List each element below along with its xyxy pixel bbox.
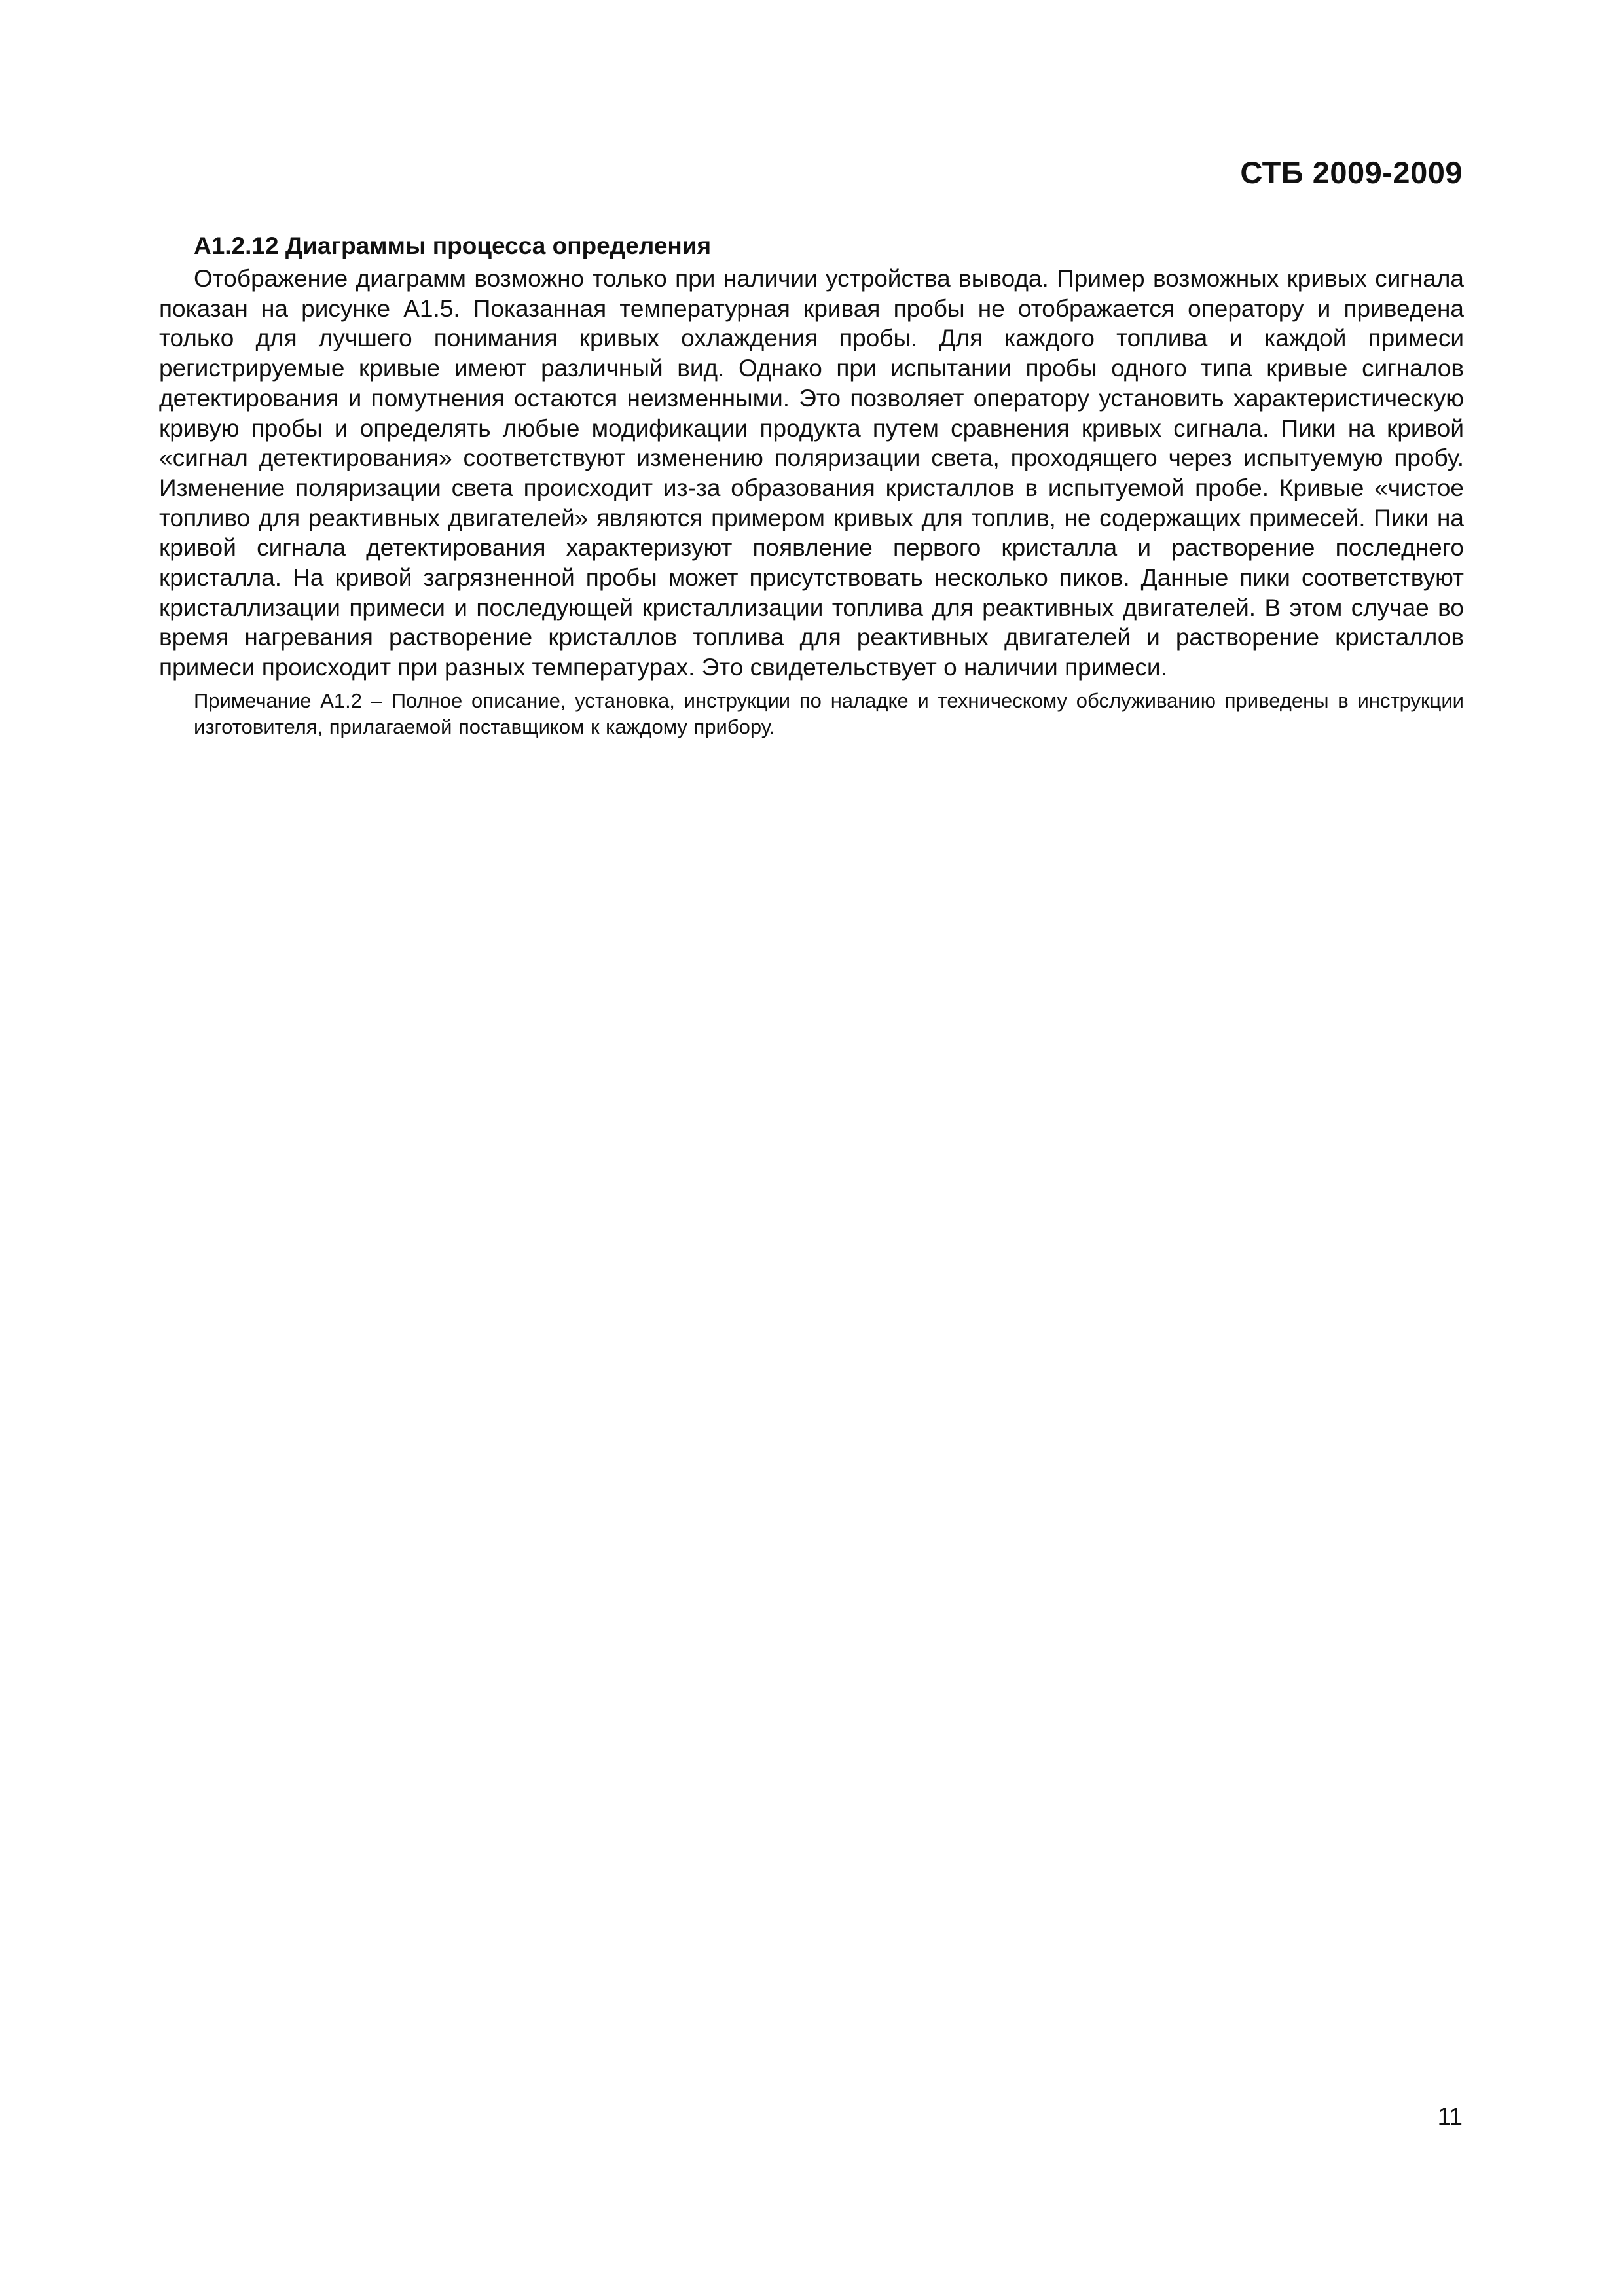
section-body-paragraph: Отображение диаграмм возможно только при наличии устройства вывода. Пример возможных кривых сигнала показан на рисунке А1.5. Показанная температурная кривая пробы не отображается оператору и приведена только для лучшего понимания кривых охлаждения пробы. Для каждого топлива и каждой примеси регистрируемые кривые имеют различный вид. Однако при испытании пробы одного типа кривые сигналов детектирования и помутнения остаются неизменными. Это позволяет оператору установить характеристическую кривую пробы и определять любые модификации продукта путем сравнения кривых сигнала. Пики на кривой «сигнал детектирования» соответствуют изменению поляризации света, проходящего через испытуемую пробу. Изменение поляризации света происходит из-за образования кристаллов в испытуемой пробе. Кривые «чистое топливо для реактивных двигателей» являются примером кривых для топлив, не содержащих примесей. Пики на кривой сигнала детектирования характеризуют появление первого кристалла и растворение последнего кристалла. На кривой загрязненной пробы может присутствовать несколько пиков. Данные пики соответствуют кристаллизации примеси и последующей кристаллизации топлива для реактивных двигателей. В этом случае во время нагревания растворение кристаллов топлива для реактивных двигателей и растворение кристаллов примеси происходит при разных температурах. Это свидетельствует о наличии примеси. xyxy=(159,265,1464,681)
document-code: СТБ 2009-2009 xyxy=(1240,155,1463,190)
section-heading: А1.2.12 Диаграммы процесса определения xyxy=(194,232,712,259)
page-content xyxy=(159,230,1464,740)
section-note: Примечание А1.2 – Полное описание, установка, инструкции по наладке и техническому обслуживанию приведены в инструкции изготовителя, прилагаемой поставщиком к каждому прибору. xyxy=(194,689,1464,738)
page-number: 11 xyxy=(1437,2103,1463,2130)
